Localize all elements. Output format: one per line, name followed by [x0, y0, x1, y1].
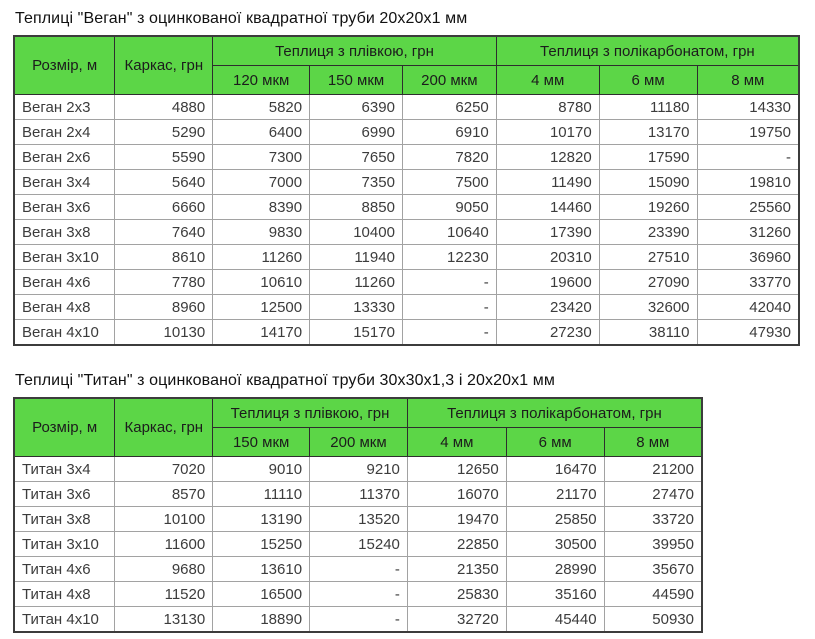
- price-cell: 11940: [310, 245, 403, 270]
- price-cell: 12820: [496, 145, 599, 170]
- row-size-label: Титан 3х10: [14, 532, 115, 557]
- film-thickness-header: 120 мкм: [213, 66, 310, 95]
- polycarbonate-thickness-header: 4 мм: [496, 66, 599, 95]
- price-cell: 25850: [506, 507, 604, 532]
- size-column-header: Розмір, м: [14, 398, 115, 457]
- price-cell: -: [402, 320, 496, 346]
- price-cell: 5290: [115, 120, 213, 145]
- film-group-header: Теплиця з плівкою, грн: [213, 36, 497, 66]
- price-cell: 21200: [604, 457, 702, 482]
- row-size-label: Титан 3х4: [14, 457, 115, 482]
- price-cell: 10130: [115, 320, 213, 346]
- table-row: [14, 557, 702, 582]
- price-cell: 27510: [599, 245, 697, 270]
- price-cell: 15240: [310, 532, 408, 557]
- table-row: [14, 220, 799, 245]
- film-thickness-header: 200 мкм: [310, 428, 408, 457]
- film-thickness-header: 200 мкм: [402, 66, 496, 95]
- polycarbonate-group-header: Теплиця з полікарбонатом, грн: [496, 36, 799, 66]
- price-cell: 8850: [310, 195, 403, 220]
- row-size-label: Веган 2х3: [14, 95, 115, 120]
- row-size-label: Веган 3х6: [14, 195, 115, 220]
- table-row: [14, 607, 702, 633]
- price-cell: 11490: [496, 170, 599, 195]
- price-cell: 12500: [213, 295, 310, 320]
- price-cell: 4880: [115, 95, 213, 120]
- row-size-label: Веган 2х4: [14, 120, 115, 145]
- price-cell: 50930: [604, 607, 702, 633]
- price-cell: 13330: [310, 295, 403, 320]
- price-cell: 6400: [213, 120, 310, 145]
- row-size-label: Веган 4х8: [14, 295, 115, 320]
- price-cell: 6250: [402, 95, 496, 120]
- price-cell: 11260: [213, 245, 310, 270]
- price-cell: 35670: [604, 557, 702, 582]
- price-cell: 31260: [697, 220, 799, 245]
- vegan-price-table: [13, 35, 800, 346]
- row-size-label: Титан 3х8: [14, 507, 115, 532]
- price-cell: 20310: [496, 245, 599, 270]
- price-cell: 23420: [496, 295, 599, 320]
- price-cell: 7350: [310, 170, 403, 195]
- price-cell: 19260: [599, 195, 697, 220]
- frame-column-header: Каркас, грн: [115, 398, 213, 457]
- price-cell: -: [402, 295, 496, 320]
- table-row: [14, 532, 702, 557]
- row-size-label: Веган 3х4: [14, 170, 115, 195]
- table-row: [14, 195, 799, 220]
- price-cell: 6390: [310, 95, 403, 120]
- row-size-label: Титан 4х10: [14, 607, 115, 633]
- price-cell: 27090: [599, 270, 697, 295]
- price-cell: 17590: [599, 145, 697, 170]
- row-size-label: Титан 4х6: [14, 557, 115, 582]
- price-cell: 7650: [310, 145, 403, 170]
- price-cell: 33770: [697, 270, 799, 295]
- price-cell: 11180: [599, 95, 697, 120]
- price-cell: 21350: [407, 557, 506, 582]
- table-row: [14, 120, 799, 145]
- price-cell: 10170: [496, 120, 599, 145]
- price-cell: 8960: [115, 295, 213, 320]
- price-cell: 8610: [115, 245, 213, 270]
- row-size-label: Веган 4х10: [14, 320, 115, 346]
- table-row: [14, 245, 799, 270]
- price-cell: -: [310, 557, 408, 582]
- price-cell: 11370: [310, 482, 408, 507]
- price-cell: 5590: [115, 145, 213, 170]
- price-cell: -: [697, 145, 799, 170]
- price-cell: 15250: [213, 532, 310, 557]
- row-size-label: Титан 4х8: [14, 582, 115, 607]
- price-cell: 11110: [213, 482, 310, 507]
- price-cell: 35160: [506, 582, 604, 607]
- table-row: [14, 270, 799, 295]
- price-cell: 21170: [506, 482, 604, 507]
- polycarbonate-thickness-header: 8 мм: [604, 428, 702, 457]
- price-cell: 5820: [213, 95, 310, 120]
- price-cell: 11520: [115, 582, 213, 607]
- price-cell: 9830: [213, 220, 310, 245]
- price-cell: 28990: [506, 557, 604, 582]
- price-cell: 45440: [506, 607, 604, 633]
- price-cell: 27470: [604, 482, 702, 507]
- polycarbonate-thickness-header: 8 мм: [697, 66, 799, 95]
- size-column-header: Розмір, м: [14, 36, 115, 95]
- price-cell: 36960: [697, 245, 799, 270]
- price-cell: 5640: [115, 170, 213, 195]
- film-thickness-header: 150 мкм: [310, 66, 403, 95]
- price-cell: 13520: [310, 507, 408, 532]
- price-cell: 47930: [697, 320, 799, 346]
- price-cell: 14330: [697, 95, 799, 120]
- price-cell: 22850: [407, 532, 506, 557]
- price-cell: 7820: [402, 145, 496, 170]
- price-cell: 6910: [402, 120, 496, 145]
- price-cell: 7000: [213, 170, 310, 195]
- table-row: [14, 95, 799, 120]
- price-cell: 10610: [213, 270, 310, 295]
- price-cell: 7020: [115, 457, 213, 482]
- row-size-label: Веган 3х8: [14, 220, 115, 245]
- table-row: [14, 145, 799, 170]
- price-cell: 32600: [599, 295, 697, 320]
- titan-price-table: [13, 397, 703, 633]
- price-cell: 11600: [115, 532, 213, 557]
- price-cell: 9050: [402, 195, 496, 220]
- price-cell: 38110: [599, 320, 697, 346]
- price-cell: 19470: [407, 507, 506, 532]
- price-cell: 10100: [115, 507, 213, 532]
- price-cell: 10640: [402, 220, 496, 245]
- price-cell: 44590: [604, 582, 702, 607]
- vegan-table-section: [13, 9, 805, 346]
- row-size-label: Веган 4х6: [14, 270, 115, 295]
- vegan-table-title: Теплиці "Веган" з оцинкованої квадратної труби 20х20х1 мм: [15, 10, 468, 27]
- polycarbonate-group-header: Теплиця з полікарбонатом, грн: [407, 398, 702, 428]
- price-cell: 19750: [697, 120, 799, 145]
- price-cell: 13130: [115, 607, 213, 633]
- row-size-label: Веган 3х10: [14, 245, 115, 270]
- price-cell: 12230: [402, 245, 496, 270]
- table-row: [14, 295, 799, 320]
- price-cell: 27230: [496, 320, 599, 346]
- price-cell: 14170: [213, 320, 310, 346]
- film-group-header: Теплиця з плівкою, грн: [213, 398, 408, 428]
- price-cell: 39950: [604, 532, 702, 557]
- price-cell: 15090: [599, 170, 697, 195]
- price-cell: 32720: [407, 607, 506, 633]
- price-cell: 7500: [402, 170, 496, 195]
- polycarbonate-thickness-header: 4 мм: [407, 428, 506, 457]
- price-cell: 9680: [115, 557, 213, 582]
- price-cell: -: [402, 270, 496, 295]
- film-thickness-header: 150 мкм: [213, 428, 310, 457]
- table-row: [14, 320, 799, 346]
- price-cell: 17390: [496, 220, 599, 245]
- price-cell: 13190: [213, 507, 310, 532]
- price-cell: 10400: [310, 220, 403, 245]
- price-cell: 30500: [506, 532, 604, 557]
- price-cell: 25560: [697, 195, 799, 220]
- price-cell: 11260: [310, 270, 403, 295]
- price-cell: 25830: [407, 582, 506, 607]
- table-row: [14, 507, 702, 532]
- frame-column-header: Каркас, грн: [115, 36, 213, 95]
- price-cell: 14460: [496, 195, 599, 220]
- price-cell: 15170: [310, 320, 403, 346]
- price-cell: 42040: [697, 295, 799, 320]
- price-cell: 13610: [213, 557, 310, 582]
- price-cell: 9010: [213, 457, 310, 482]
- price-cell: 16500: [213, 582, 310, 607]
- price-cell: -: [310, 607, 408, 633]
- price-cell: 19810: [697, 170, 799, 195]
- price-cell: 9210: [310, 457, 408, 482]
- row-size-label: Титан 3х6: [14, 482, 115, 507]
- price-cell: 16070: [407, 482, 506, 507]
- price-cell: 6990: [310, 120, 403, 145]
- polycarbonate-thickness-header: 6 мм: [599, 66, 697, 95]
- price-cell: 23390: [599, 220, 697, 245]
- price-cell: 8780: [496, 95, 599, 120]
- price-cell: 13170: [599, 120, 697, 145]
- price-cell: 7780: [115, 270, 213, 295]
- table-row: [14, 170, 799, 195]
- table-row: [14, 457, 702, 482]
- titan-table-title: Теплиці "Титан" з оцинкованої квадратної труби 30х30х1,3 і 20х20х1 мм: [15, 372, 555, 389]
- price-cell: 7300: [213, 145, 310, 170]
- price-cell: 7640: [115, 220, 213, 245]
- price-cell: 8390: [213, 195, 310, 220]
- titan-table-section: [13, 371, 805, 633]
- price-cell: 12650: [407, 457, 506, 482]
- price-cell: 18890: [213, 607, 310, 633]
- table-row: [14, 582, 702, 607]
- price-cell: -: [310, 582, 408, 607]
- price-cell: 6660: [115, 195, 213, 220]
- price-cell: 8570: [115, 482, 213, 507]
- price-cell: 16470: [506, 457, 604, 482]
- table-row: [14, 482, 702, 507]
- price-cell: 33720: [604, 507, 702, 532]
- row-size-label: Веган 2х6: [14, 145, 115, 170]
- price-cell: 19600: [496, 270, 599, 295]
- polycarbonate-thickness-header: 6 мм: [506, 428, 604, 457]
